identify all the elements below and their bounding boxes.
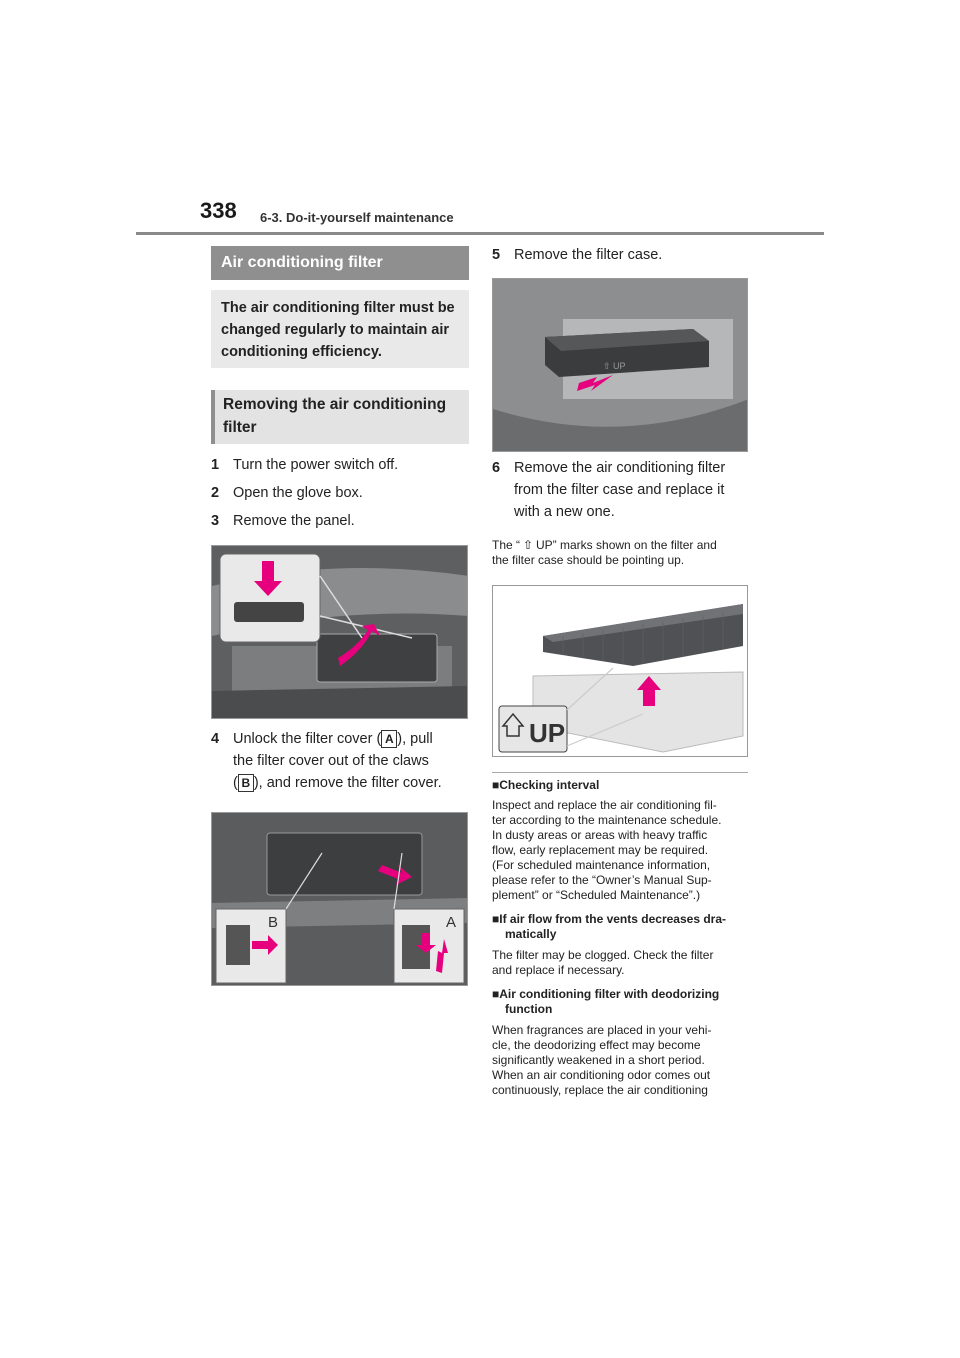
bullet-icon: ■: [492, 912, 500, 926]
step-text: (: [233, 775, 238, 791]
note-text: the filter case should be pointing up.: [492, 553, 685, 567]
up-note: [492, 538, 752, 568]
note-line: please refer to the “Owner’s Manual Sup-: [492, 873, 712, 887]
note-heading-text: function: [505, 1002, 553, 1016]
note-heading: [492, 778, 752, 792]
step-4: [211, 728, 471, 794]
step-text: Turn the power switch off.: [233, 457, 399, 473]
note-line: ter according to the maintenance schedule.: [492, 813, 722, 827]
step-number: 4: [211, 731, 220, 747]
up-arrow-icon: ⇧: [522, 538, 534, 552]
up-mark: ⇧ UP: [603, 361, 626, 371]
step-text: Remove the filter case.: [514, 247, 663, 263]
note-line: plement” or “Scheduled Maintenance”.): [492, 888, 701, 902]
subsection-heading: Removing the air conditioning filter: [211, 390, 469, 444]
step-number: 2: [211, 485, 220, 501]
label-a: A: [446, 914, 457, 931]
step-2: [211, 482, 363, 504]
step-5: [492, 244, 662, 266]
section-heading: Air conditioning filter: [211, 246, 469, 280]
bullet-icon: ■: [492, 778, 500, 792]
step-text: Unlock the filter cover (: [233, 731, 382, 747]
step-text: ), and remove the filter cover.: [253, 775, 442, 791]
note-heading: [492, 987, 752, 1017]
callout-b: B: [238, 774, 254, 792]
figure-filter-up: [492, 585, 748, 757]
note-line: and replace if necessary.: [492, 963, 625, 977]
step-text: Remove the panel.: [233, 513, 355, 529]
note-heading-text: Checking interval: [499, 778, 600, 792]
bullet-icon: ■: [492, 987, 500, 1001]
note-heading-text: Air conditioning filter with deodorizing: [499, 987, 720, 1001]
page-number: 338: [200, 198, 237, 223]
notes: [492, 778, 752, 1098]
note-line: (For scheduled maintenance information,: [492, 858, 711, 872]
step-text: ), pull: [397, 731, 433, 747]
step-1: [211, 454, 398, 476]
note-line: cle, the deodorizing effect may become: [492, 1038, 701, 1052]
callout-a: A: [381, 730, 397, 748]
section-title: 6-3. Do-it-yourself maintenance: [260, 210, 454, 225]
note-text: UP” marks shown on the filter and: [536, 538, 717, 552]
note-body: [492, 798, 752, 903]
step-number: 5: [492, 247, 501, 263]
note-body: [492, 1023, 752, 1098]
note-heading: [492, 912, 752, 942]
intro-box: The air conditioning filter must be changed regularly to maintain air conditioning efficiency.: [211, 290, 469, 368]
section-divider: [492, 772, 748, 773]
note-line: When an air conditioning odor comes out: [492, 1068, 711, 1082]
step-text: from the filter case and replace it: [514, 482, 725, 498]
note-body: [492, 948, 752, 978]
note-line: The filter may be clogged. Check the filter: [492, 948, 714, 962]
step-number: 6: [492, 460, 501, 476]
note-line: significantly weakened in a short period.: [492, 1053, 705, 1067]
figure-filter-cover: [211, 812, 468, 986]
header-rule: [136, 232, 824, 235]
label-b: B: [268, 914, 279, 931]
step-text: the filter cover out of the claws: [233, 753, 429, 769]
step-6: [492, 457, 752, 523]
figure-filter-case: [492, 278, 748, 452]
note-line: Inspect and replace the air conditioning fil-: [492, 798, 717, 812]
step-3: [211, 510, 355, 532]
note-line: flow, early replacement may be required.: [492, 843, 709, 857]
step-number: 3: [211, 513, 220, 529]
note-line: When fragrances are placed in your vehi-: [492, 1023, 712, 1037]
step-number: 1: [211, 457, 220, 473]
note-heading-text: matically: [505, 927, 557, 941]
figure-remove-panel: [211, 545, 468, 719]
note-line: continuously, replace the air conditioning: [492, 1083, 708, 1097]
up-mark-large: UP: [529, 718, 566, 748]
note-heading-text: If air flow from the vents decreases dra-: [499, 912, 726, 926]
step-text: Remove the air conditioning filter: [514, 460, 726, 476]
step-text: with a new one.: [514, 504, 615, 520]
step-text: Open the glove box.: [233, 485, 363, 501]
note-text: The “: [492, 538, 521, 552]
note-line: In dusty areas or areas with heavy traffic: [492, 828, 708, 842]
